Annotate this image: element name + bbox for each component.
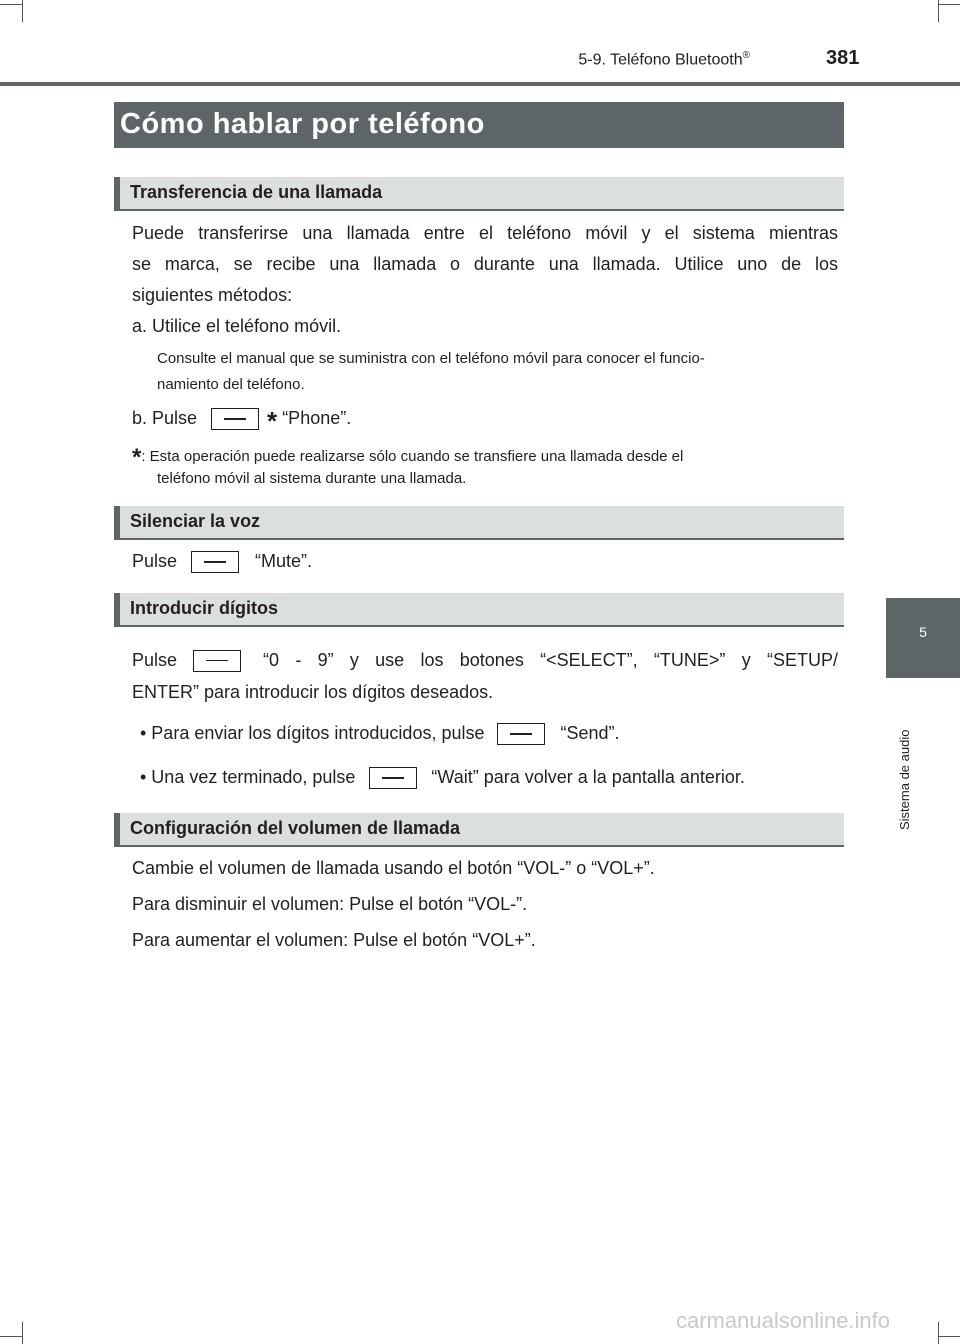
page-title: Cómo hablar por teléfono xyxy=(120,108,485,140)
screen-button-icon xyxy=(497,723,545,745)
crop-mark xyxy=(938,1322,939,1344)
transfer-item-a: a. Utilice el teléfono móvil. xyxy=(132,316,342,336)
section-heading-digits xyxy=(114,593,844,627)
chapter-label xyxy=(893,690,913,830)
transfer-footnote-line2: teléfono móvil al sistema durante una llamada. xyxy=(157,470,467,487)
transfer-intro-line3: siguientes métodos: xyxy=(132,285,293,305)
section-heading-text: Introducir dígitos xyxy=(130,598,278,618)
digits-line1 xyxy=(132,645,838,676)
crop-mark xyxy=(0,1336,22,1337)
screen-button-icon xyxy=(211,408,259,430)
bullet-send-suffix: “Send”. xyxy=(560,723,620,743)
digits-line1-text: “0 - 9” y use los botones “<SELECT”, “TUNE>” y “SETUP/ xyxy=(263,650,838,670)
digits-bullet-wait xyxy=(140,762,745,793)
watermark: carmanualsonline.info xyxy=(676,1308,891,1333)
item-b-prefix: b. Pulse xyxy=(132,408,198,428)
transfer-item-b xyxy=(132,403,351,437)
mute-suffix: “Mute”. xyxy=(255,551,313,571)
bullet-wait-suffix: “Wait” para volver a la pantalla anterior. xyxy=(431,767,745,787)
volume-line1: Cambie el volumen de llamada usando el botón “VOL-” o “VOL+”. xyxy=(132,858,655,878)
page-number: 381 xyxy=(826,47,860,69)
transfer-intro-line2: se marca, se recibe una llamada o durante una llamada. Utilice uno de los xyxy=(132,254,838,274)
footnote-line1: : Esta operación puede realizarse sólo cuando se transfiere una llamada desde el xyxy=(141,448,684,465)
mute-instruction xyxy=(132,546,312,577)
item-b-suffix: “Phone”. xyxy=(282,408,352,428)
digits-prefix: Pulse xyxy=(132,650,178,670)
volume-line2: Para disminuir el volumen: Pulse el botón “VOL-”. xyxy=(132,894,528,914)
section-heading-text: Silenciar la voz xyxy=(130,511,261,531)
section-heading-text: Configuración del volumen de llamada xyxy=(130,818,461,838)
header-section xyxy=(520,50,750,69)
chapter-tab xyxy=(886,598,960,678)
crop-mark xyxy=(0,4,22,5)
transfer-item-a-note-line1: Consulte el manual que se suministra con el teléfono móvil para conocer el funcio- xyxy=(157,350,705,367)
header-rule xyxy=(0,82,960,86)
chapter-number: 5 xyxy=(919,624,927,640)
crop-mark xyxy=(938,4,960,5)
chapter-label-text: Sistema de audio xyxy=(897,729,912,830)
section-heading-transfer xyxy=(114,177,844,211)
mute-prefix: Pulse xyxy=(132,551,178,571)
crop-mark xyxy=(938,1336,960,1337)
section-heading-volume xyxy=(114,813,844,847)
digits-line2: ENTER” para introducir los dígitos deseados. xyxy=(132,682,494,702)
crop-mark xyxy=(938,0,939,22)
screen-button-icon xyxy=(191,551,239,573)
header-section-text: 5-9. Teléfono Bluetooth xyxy=(578,51,743,69)
section-heading-text: Transferencia de una llamada xyxy=(130,182,383,202)
page-title-bar xyxy=(114,102,844,148)
volume-line3: Para aumentar el volumen: Pulse el botón “VOL+”. xyxy=(132,930,536,950)
footnote-asterisk: * xyxy=(132,444,142,471)
section-heading-mute xyxy=(114,506,844,540)
screen-button-icon xyxy=(369,767,417,789)
transfer-intro-line1: Puede transferirse una llamada entre el teléfono móvil y el sistema mientras xyxy=(132,223,838,243)
crop-mark xyxy=(22,1322,23,1344)
asterisk-mark: * xyxy=(267,406,278,436)
transfer-item-a-note-line2: namiento del teléfono. xyxy=(157,376,305,393)
registered-mark: ® xyxy=(742,50,750,61)
bullet-send-prefix: • Para enviar los dígitos introducidos, pulse xyxy=(140,723,485,743)
screen-button-icon xyxy=(193,650,241,672)
crop-mark xyxy=(22,0,23,22)
bullet-wait-prefix: • Una vez terminado, pulse xyxy=(140,767,356,787)
digits-bullet-send xyxy=(140,718,620,749)
